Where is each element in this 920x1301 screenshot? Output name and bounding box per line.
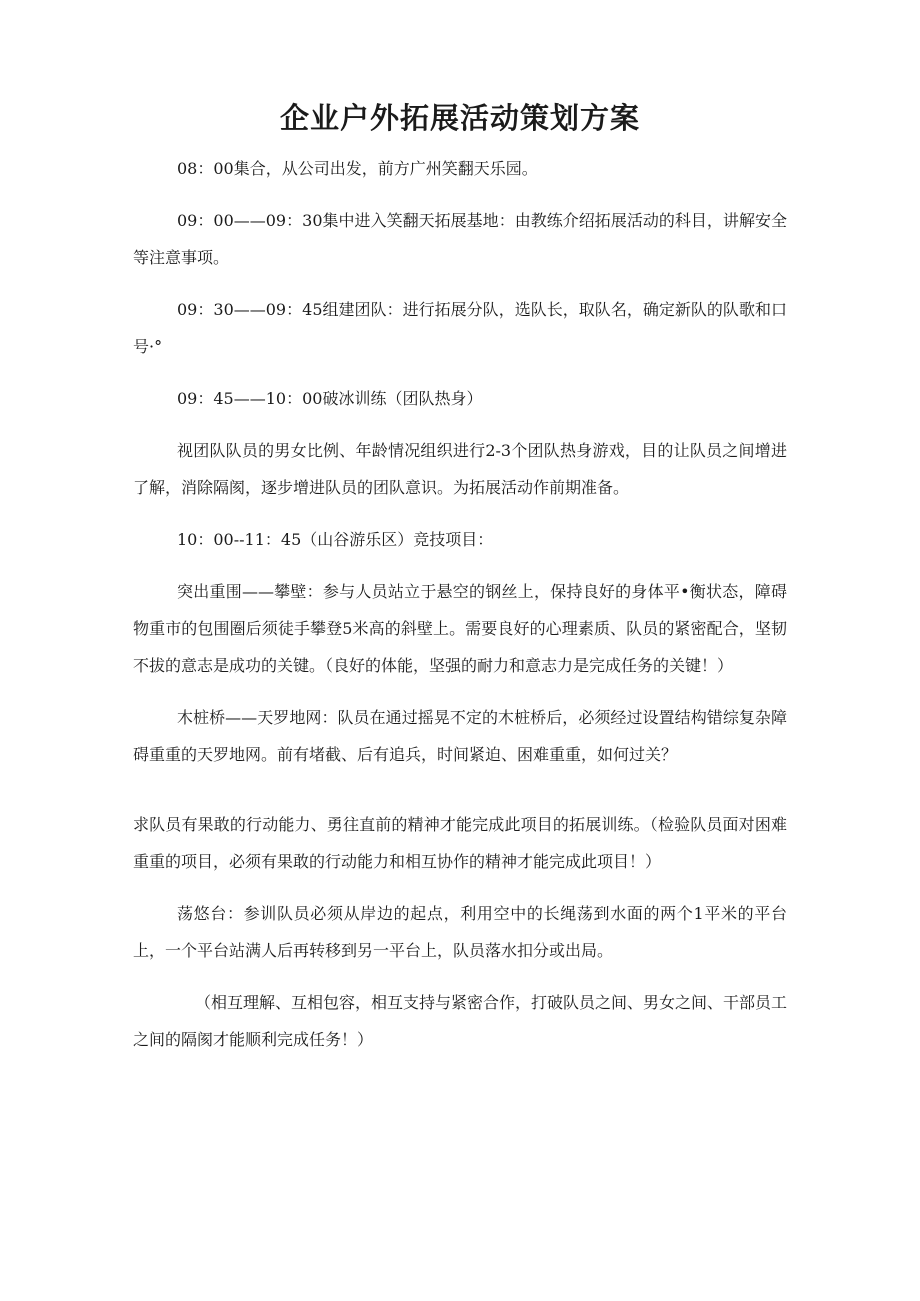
paragraph-icebreaker: 09：45——10：00破冰训练（团队热身） — [177, 389, 483, 408]
paragraph-climbing-wall: 突出重围——攀壁：参与人员站立于悬空的钢丝上，保持良好的身体平•衡状态，障碍物重市的包围圈后须徒手攀登5米高的斜壁上。需要良好的心理素质、队员的紧密配合，坚韧不拔的意志是成功的关键。（良好的体能，坚强的耐力和意志力是完成任务的关键！） — [133, 582, 787, 675]
paragraph-swing-platform: 荡悠台：参训队员必须从岸边的起点，利用空中的长绳荡到水面的两个1平米的平台上，一个平台站满人后再转移到另一平台上，队员落水扣分或出局。 — [133, 904, 787, 960]
paragraph-bridge-requirement: 求队员有果敢的行动能力、勇往直前的精神才能完成此项目的拓展训练。（检验队员面对困难重重的项目，必须有果敢的行动能力和相互协作的精神才能完成此项目！） — [133, 815, 787, 871]
document-body — [133, 150, 787, 1073]
paragraph-team-building: 09：30——09：45组建团队：进行拓展分队，选队长，取队名，确定新队的队歌和口号·° — [133, 300, 787, 356]
paragraph-wooden-bridge: 木桩桥——天罗地网：队员在通过摇晃不定的木桩桥后，必须经过设置结构错综复杂障碍重重的天罗地网。前有堵截、后有追兵，时间紧迫、困难重重，如何过关？ — [133, 708, 787, 764]
paragraph-warmup-games: 视团队队员的男女比例、年龄情况组织进行2-3个团队热身游戏，目的让队员之间增进了解，消除隔阂，逐步增进队员的团队意识。为拓展活动作前期准备。 — [133, 441, 787, 497]
paragraph-assembly: 08：00集合，从公司出发，前方广州笑翻天乐园。 — [177, 159, 538, 178]
paragraph-cooperation-note: （相互理解、互相包容，相互支持与紧密合作，打破队员之间、男女之间、干部员工之间的隔阂才能顺利完成任务！） — [133, 993, 788, 1049]
paragraph-base-entry: 09：00——09：30集中进入笑翻天拓展基地：由教练介绍拓展活动的科目，讲解安全等注意事项。 — [133, 211, 787, 267]
document-title: 企业户外拓展活动策划方案 — [279, 101, 640, 135]
paragraph-competition-heading: 10：00--11：45（山谷游乐区）竞技项目： — [177, 530, 494, 549]
